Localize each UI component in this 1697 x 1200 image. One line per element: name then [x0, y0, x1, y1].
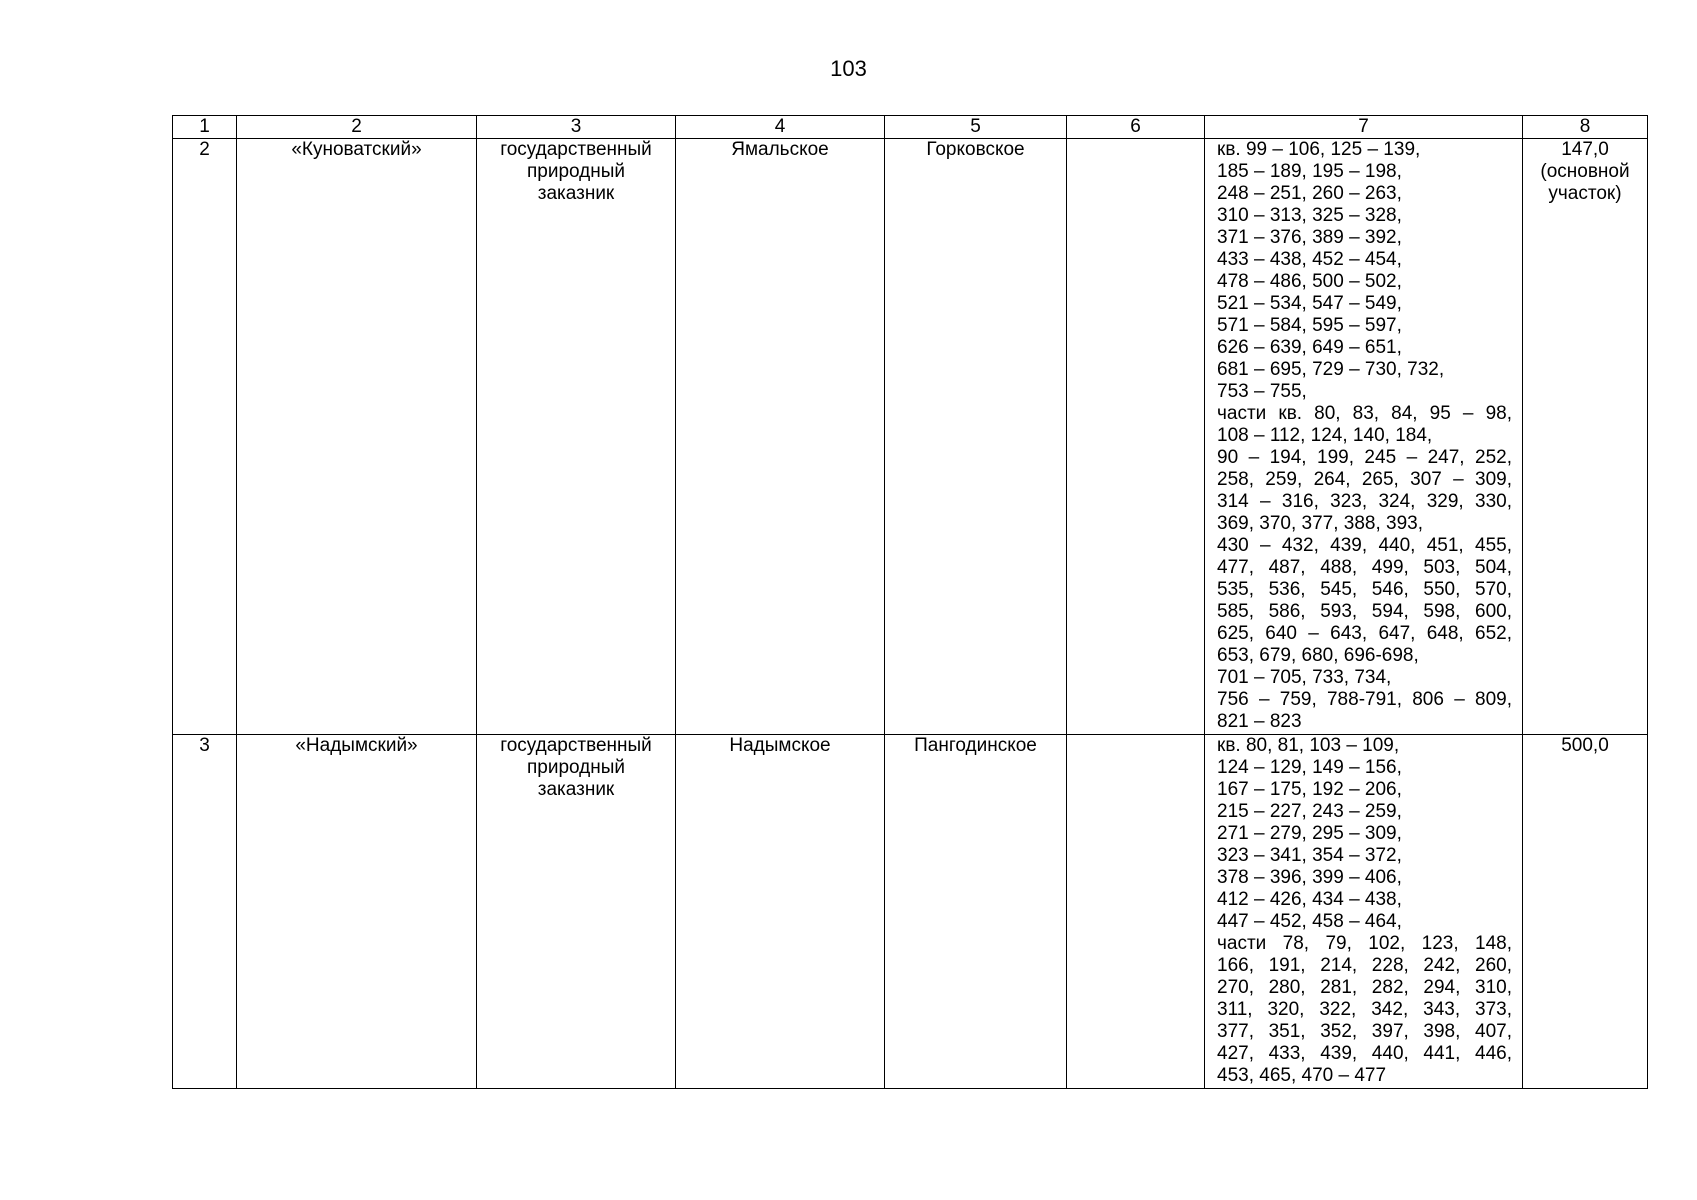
header-cell: 3 — [477, 116, 676, 139]
quarters-line: 270, 280, 281, 282, 294, 310, — [1217, 977, 1512, 998]
header-cell: 2 — [237, 116, 477, 139]
forest-district: Ямальское — [676, 139, 885, 735]
quarters-list — [1205, 139, 1523, 735]
quarters-line: 430 – 432, 439, 440, 451, 455, — [1217, 535, 1512, 556]
area-line: 500,0 — [1561, 735, 1609, 756]
quarters-line: 258, 259, 264, 265, 307 – 309, — [1217, 469, 1512, 490]
quarters-line: 248 – 251, 260 – 263, — [1217, 183, 1402, 204]
table-row — [173, 735, 1648, 1089]
quarters-line: 681 – 695, 729 – 730, 732, — [1217, 359, 1445, 380]
area-cell — [1523, 139, 1648, 735]
reserve-type — [477, 139, 676, 735]
header-cell: 7 — [1205, 116, 1523, 139]
quarters-line: 433 – 438, 452 – 454, — [1217, 249, 1402, 270]
quarters-line: 314 – 316, 323, 324, 329, 330, — [1217, 491, 1512, 512]
reserve-type-line: заказник — [537, 183, 615, 204]
quarters-line: 90 – 194, 199, 245 – 247, 252, — [1217, 447, 1512, 468]
quarters-list — [1205, 735, 1523, 1089]
quarters-line: 311, 320, 322, 342, 343, 373, — [1217, 999, 1512, 1020]
quarters-line: 753 – 755, — [1217, 381, 1307, 402]
page-number: 103 — [830, 56, 867, 81]
quarters-line: 185 – 189, 195 – 198, — [1217, 161, 1402, 182]
table-header-row — [173, 116, 1648, 139]
area-line: участок) — [1548, 183, 1622, 204]
quarters-line: 626 – 639, 649 – 651, — [1217, 337, 1402, 358]
quarters-line: 377, 351, 352, 397, 398, 407, — [1217, 1021, 1512, 1042]
quarters-line: 167 – 175, 192 – 206, — [1217, 779, 1402, 800]
row-number: 2 — [173, 139, 237, 735]
quarters-line: 447 – 452, 458 – 464, — [1217, 911, 1402, 932]
quarters-line: 653, 679, 680, 696-698, — [1217, 645, 1419, 666]
header-cell: 5 — [885, 116, 1067, 139]
quarters-line: части кв. 80, 83, 84, 95 – 98, — [1217, 403, 1512, 424]
reserve-type-line: природный — [526, 161, 626, 182]
quarters-line: 310 – 313, 325 – 328, — [1217, 205, 1402, 226]
header-cell: 4 — [676, 116, 885, 139]
header-cell: 1 — [173, 116, 237, 139]
reserve-type-line: государственный — [500, 735, 652, 756]
reserve-type-line: заказник — [537, 779, 615, 800]
area-cell — [1523, 735, 1648, 1089]
reserves-table — [172, 115, 1648, 1089]
quarters-line: 585, 586, 593, 594, 598, 600, — [1217, 601, 1512, 622]
quarters-line: кв. 80, 81, 103 – 109, — [1217, 735, 1400, 756]
quarters-line: 756 – 759, 788-791, 806 – 809, — [1217, 689, 1512, 710]
quarters-line: 369, 370, 377, 388, 393, — [1217, 513, 1424, 534]
quarters-line: 521 – 534, 547 – 549, — [1217, 293, 1402, 314]
forest-district: Надымское — [676, 735, 885, 1089]
quarters-line: части 78, 79, 102, 123, 148, — [1217, 933, 1512, 954]
quarters-line: 821 – 823 — [1217, 711, 1302, 732]
column-6-cell — [1067, 735, 1205, 1089]
reserve-name: «Надымский» — [237, 735, 477, 1089]
quarters-line: 166, 191, 214, 228, 242, 260, — [1217, 955, 1512, 976]
forestry-unit: Пангодинское — [885, 735, 1067, 1089]
header-cell: 6 — [1067, 116, 1205, 139]
quarters-line: 625, 640 – 643, 647, 648, 652, — [1217, 623, 1512, 644]
quarters-line: 571 – 584, 595 – 597, — [1217, 315, 1402, 336]
row-number: 3 — [173, 735, 237, 1089]
area-line: 147,0 — [1561, 139, 1609, 160]
area-line: (основной — [1540, 161, 1630, 182]
quarters-line: 271 – 279, 295 – 309, — [1217, 823, 1402, 844]
quarters-line: 371 – 376, 389 – 392, — [1217, 227, 1402, 248]
quarters-line: 478 – 486, 500 – 502, — [1217, 271, 1402, 292]
quarters-line: кв. 99 – 106, 125 – 139, — [1217, 139, 1421, 160]
reserve-type-line: природный — [526, 757, 626, 778]
table-row — [173, 139, 1648, 735]
header-cell: 8 — [1523, 116, 1648, 139]
quarters-line: 378 – 396, 399 – 406, — [1217, 867, 1402, 888]
forestry-unit: Горковское — [885, 139, 1067, 735]
quarters-line: 108 – 112, 124, 140, 184, — [1217, 425, 1433, 446]
reserve-type — [477, 735, 676, 1089]
quarters-line: 215 – 227, 243 – 259, — [1217, 801, 1402, 822]
quarters-line: 412 – 426, 434 – 438, — [1217, 889, 1402, 910]
quarters-line: 453, 465, 470 – 477 — [1217, 1065, 1387, 1086]
column-6-cell — [1067, 139, 1205, 735]
reserve-name: «Куноватский» — [237, 139, 477, 735]
quarters-line: 323 – 341, 354 – 372, — [1217, 845, 1402, 866]
quarters-line: 701 – 705, 733, 734, — [1217, 667, 1392, 688]
quarters-line: 124 – 129, 149 – 156, — [1217, 757, 1402, 778]
quarters-line: 427, 433, 439, 440, 441, 446, — [1217, 1043, 1512, 1064]
reserve-type-line: государственный — [500, 139, 652, 160]
quarters-line: 535, 536, 545, 546, 550, 570, — [1217, 579, 1512, 600]
quarters-line: 477, 487, 488, 499, 503, 504, — [1217, 557, 1512, 578]
